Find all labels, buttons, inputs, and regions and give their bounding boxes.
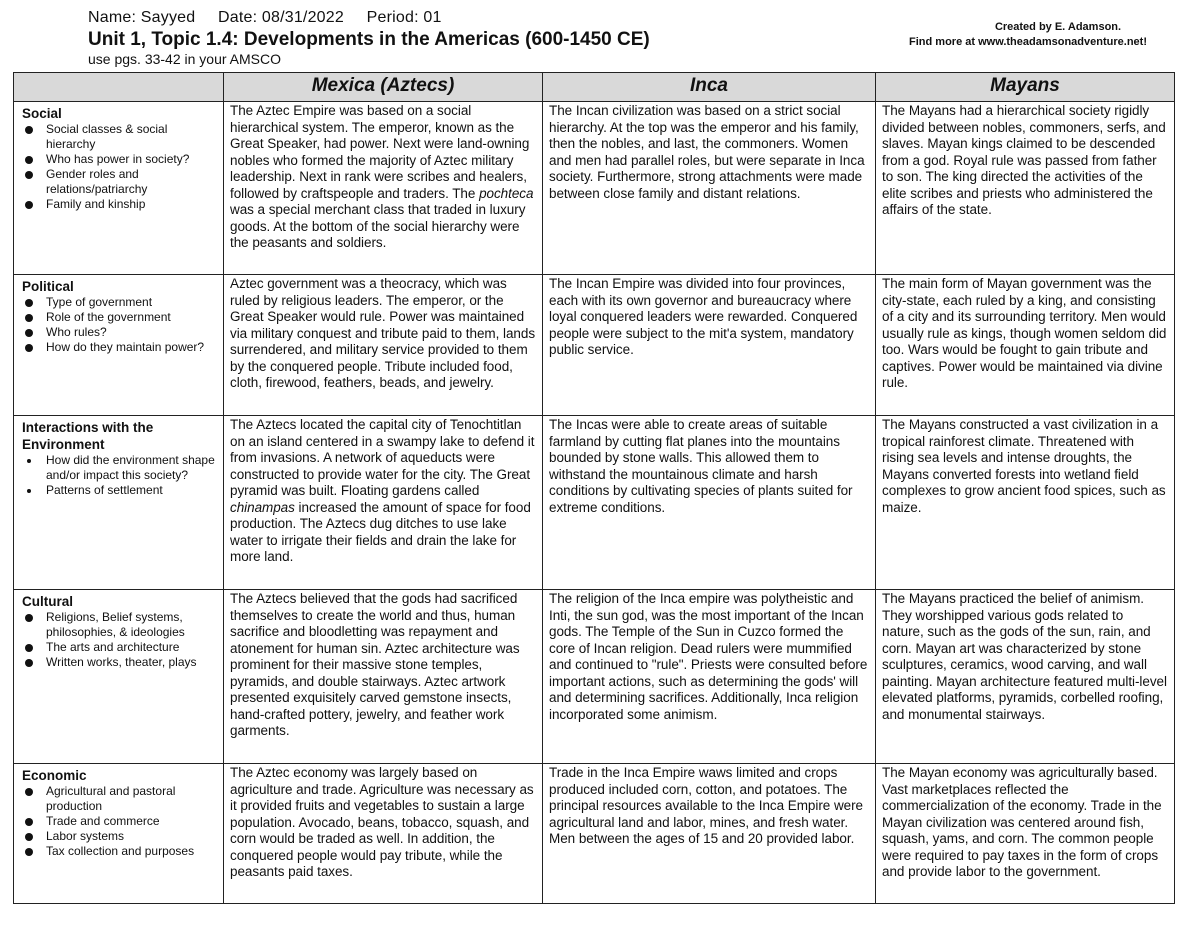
inca-social-cell: The Incan civilization was based on a strict social hierarchy. At the top was the emperor and his family, then the nobles, and last, the commoners. Women and men had parallel roles, but were separate in Inca society. Furthermore, strong attachments were made between close family and distant relations. xyxy=(543,102,876,275)
inca-environment-cell: The Incas were able to create areas of suitable farmland by cutting flat planes into the mountains bounded by stone walls. This allowed them to withstand the mountainous climate and harsh conditions by cultivating species of plants suited for extreme conditions. xyxy=(543,416,876,590)
aztec-political-cell: Aztec government was a theocracy, which was ruled by religious leaders. The emperor, or the Great Speaker would rule. Power was maintained via military conquest and tribute paid to them, lands surrendered, and military service provided to them by the conquered people. Tribute included food, cloth, firewood, feathers, beads, and jewelry. xyxy=(224,275,543,416)
worksheet-title: Unit 1, Topic 1.4: Developments in the Americas (600-1450 CE) xyxy=(88,29,650,50)
bullet-item: Type of government xyxy=(46,295,219,310)
header-aztecs: Mexica (Aztecs) xyxy=(224,73,543,102)
category-environment xyxy=(14,416,224,590)
table-row xyxy=(14,590,1175,764)
bullet-item: Role of the government xyxy=(46,310,219,325)
credit-author: Created by E. Adamson. xyxy=(994,21,1122,33)
table-row xyxy=(14,764,1175,904)
category-bullets xyxy=(22,295,219,355)
bullet-item: Agricultural and pastoral production xyxy=(46,784,219,814)
credit-website: Find more at www.theadamsonadventure.net! xyxy=(909,36,1147,48)
category-political xyxy=(14,275,224,416)
maya-economic-cell: The Mayan economy was agriculturally based. Vast marketplaces reflected the commercialization of the economy. Trade in the Mayan civilization was centered around fish, squash, yams, and corn. The common people were required to pay taxes in the form of crops and provide labor to the government. xyxy=(876,764,1175,904)
header-mayans: Mayans xyxy=(876,73,1175,102)
bullet-item: Who has power in society? xyxy=(46,152,219,167)
bullet-item: Religions, Belief systems, philosophies, & ideologies xyxy=(46,610,219,640)
cell-text: increased the amount of space for food production. The Aztecs dug ditches to use lake water to irrigate their fields and drain the lake for more land. xyxy=(230,499,531,564)
category-social xyxy=(14,102,224,275)
table-row xyxy=(14,275,1175,416)
inca-political-cell: The Incan Empire was divided into four provinces, each with its own governor and bureaucracy where loyal conquered leaders were rewarded. Conquered people were subject to the mit'a system, mandatory public service. xyxy=(543,275,876,416)
student-name: Name: Sayyed xyxy=(88,9,196,26)
category-title: Cultural xyxy=(22,594,74,609)
table-header-row xyxy=(14,73,1175,102)
category-bullets xyxy=(22,610,219,670)
table-row xyxy=(14,102,1175,275)
bullet-item: The arts and architecture xyxy=(46,640,219,655)
cell-text: was a special merchant class that traded in luxury goods. At the bottom of the social hierarchy were the peasants and soldiers. xyxy=(230,202,526,250)
category-title: Social xyxy=(22,106,62,121)
cell-term: chinampas xyxy=(230,499,295,515)
bullet-item: Tax collection and purposes xyxy=(46,844,219,859)
author-credit xyxy=(868,20,1188,50)
category-economic xyxy=(14,764,224,904)
category-title: Political xyxy=(22,279,74,294)
category-cultural xyxy=(14,590,224,764)
aztec-cultural-cell: The Aztecs believed that the gods had sacrificed themselves to create the world and thus, human sacrifice and bloodletting was repayment and atonement for human sin. Aztec architecture was prominent for their massive stone temples, pyramids, and double stairways. Aztec artwork presented exquisitely carved gemstone insects, hand-crafted pottery, jewelry, and feather work garments. xyxy=(224,590,543,764)
header-inca: Inca xyxy=(543,73,876,102)
bullet-item: Labor systems xyxy=(46,829,219,844)
class-period: Period: 01 xyxy=(366,9,442,26)
maya-political-cell: The main form of Mayan government was the city-state, each ruled by a king, and consisting of a city and its surrounding territory. Men would usually rule as kings, though women seldom did too. Wars would be fought to gain tribute and captives. Power would be maintained via divine rule. xyxy=(876,275,1175,416)
aztec-economic-cell: The Aztec economy was largely based on agriculture and trade. Agriculture was necessary as it provided fruits and vegetables to sustain a large population. Avocado, beans, tobacco, squash, and corn would be traded as well. In addition, the conquered people would pay tribute, while the peasants paid taxes. xyxy=(224,764,543,904)
bullet-item: Who rules? xyxy=(46,325,219,340)
bullet-item: Family and kinship xyxy=(46,197,219,212)
inca-economic-cell: Trade in the Inca Empire waws limited and crops produced included corn, cotton, and potatoes. The principal resources available to the Inca Empire were agricultural land and labor, mines, and fresh water. Men between the ages of 15 and 20 provided labor. xyxy=(543,764,876,904)
bullet-item: Trade and commerce xyxy=(46,814,219,829)
aztec-social-cell xyxy=(224,102,543,275)
bullet-item: Patterns of settlement xyxy=(46,483,219,498)
maya-social-cell: The Mayans had a hierarchical society rigidly divided between nobles, commoners, serfs, and slaves. Mayan kings claimed to be descended from a god. Royal rule was passed from father to son. The king directed the activities of the elite scribes and priests who administered the affairs of the state. xyxy=(876,102,1175,275)
bullet-item: Written works, theater, plays xyxy=(46,655,219,670)
category-title: Interactions with the Environment xyxy=(22,420,154,452)
cell-text: The Aztec Empire was based on a social hierarchical system. The emperor, known as the Great Speaker, had power. Next were land-owning nobles who formed the majority of Aztec military leadership. Next in rank were scribes and healers, followed by craftspeople and traders. The xyxy=(230,103,530,201)
table-row xyxy=(14,416,1175,590)
worksheet-date: Date: 08/31/2022 xyxy=(218,9,344,26)
inca-cultural-cell: The religion of the Inca empire was polytheistic and Inti, the sun god, was the most important of the Incan gods. The Temple of the Sun in Cuzco formed the core of Incan religion. Dead rulers were mummified and continued to "rule". Priests were consulted before important actions, such as determining the gods' will and determining sacrifices. Additionally, Inca religion incorporated some animism. xyxy=(543,590,876,764)
maya-cultural-cell: The Mayans practiced the belief of animism. They worshipped various gods related to nature, such as the gods of the sun, rain, and corn. Mayan art was characterized by stone sculptures, ceramics, wood carving, and wall painting. Mayan architecture featured multi-level elevated platforms, pyramids, corbelled roofing, and monumental stairways. xyxy=(876,590,1175,764)
category-bullets xyxy=(22,453,219,498)
category-bullets xyxy=(22,784,219,859)
cell-text: The Aztecs located the capital city of Tenochtitlan on an island centered in a swampy lake to defend it from invasions. A network of aqueducts were constructed to provide water for the city. The Great pyramid was built. Floating gardens called xyxy=(230,417,535,498)
cell-term: pochteca xyxy=(479,185,534,201)
bullet-item: Social classes & social hierarchy xyxy=(46,122,219,152)
aztec-environment-cell xyxy=(224,416,543,590)
bullet-item: How do they maintain power? xyxy=(46,340,219,355)
maya-environment-cell: The Mayans constructed a vast civilization in a tropical rainforest climate. Threatened with rising sea levels and intense droughts, the Mayans converted forests into wetland field complexes to grow ancient food spices, such as maize. xyxy=(876,416,1175,590)
worksheet-subtitle: use pgs. 33-42 in your AMSCO xyxy=(88,51,281,67)
bullet-item: How did the environment shape and/or impact this society? xyxy=(46,453,219,483)
bullet-item: Gender roles and relations/patriarchy xyxy=(46,167,219,197)
comparison-table xyxy=(13,72,1175,904)
category-bullets xyxy=(22,122,219,212)
category-title: Economic xyxy=(22,768,87,783)
header-blank xyxy=(14,73,224,102)
